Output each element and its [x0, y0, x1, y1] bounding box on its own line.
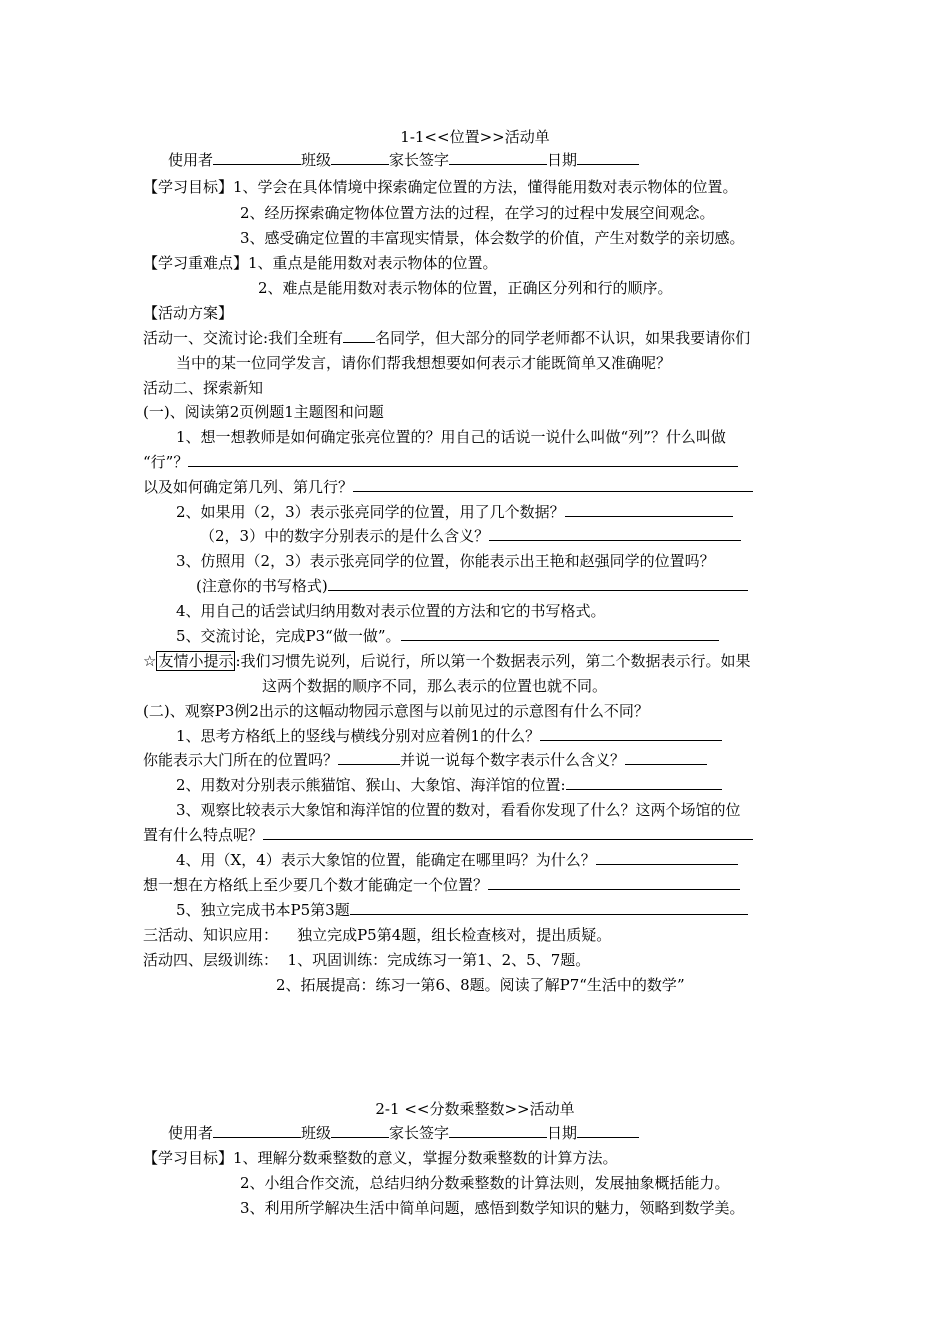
r3-line2: [143, 825, 753, 845]
q2-line1-text: 2、如果用（2，3）表示张亮同学的位置，用了几个数据？: [176, 503, 565, 521]
section-2: (二)、观察P3例2出示的这幅动物园示意图与以前见过的示意图有什么不同？: [143, 702, 649, 720]
q2b-answer-blank[interactable]: [489, 526, 741, 541]
class-blank[interactable]: [331, 150, 389, 165]
q2-line1: [176, 502, 733, 522]
r4-answer-blank[interactable]: [596, 850, 738, 865]
doc1-goal-2: 2、经历探索确定物体位置方法的过程，在学习的过程中发展空间观念。: [240, 204, 715, 222]
class-label: 班级: [301, 1124, 332, 1142]
q1-line2: [143, 452, 738, 472]
q3-line2: [196, 576, 748, 596]
parent-blank[interactable]: [449, 1123, 547, 1138]
r1b-pre: 你能表示大门所在的位置吗？: [143, 751, 339, 769]
doc2-title: 2-1 <<分数乘整数>>活动单: [375, 1100, 575, 1118]
q1-line2-text: “行”？: [143, 453, 189, 471]
r2-text: 2、用数对分别表示熊猫馆、猴山、大象馆、海洋馆的位置:: [176, 776, 566, 794]
q5: [176, 626, 719, 646]
date-label: 日期: [547, 151, 578, 169]
r1: [176, 726, 722, 746]
r3-line1: 3、观察比较表示大象馆和海洋馆的位置的数对，看看你发现了什么？这两个场馆的位: [176, 801, 741, 819]
user-blank[interactable]: [213, 150, 301, 165]
r4-line2-text: 想一想在方格纸上至少要几个数才能确定一个位置？: [143, 876, 489, 894]
r4-line2: [143, 875, 740, 895]
doc1-goal-3: 3、感受确定位置的丰富现实情景，体会数学的价值，产生对数学的亲切感。: [240, 229, 745, 247]
activity-4-line2: 2、拓展提高：练习一第6、8题。阅读了解P7“生活中的数学”: [276, 976, 685, 994]
doc1-keypoint-2: 2、难点是能用数对表示物体的位置，正确区分列和行的顺序。: [258, 279, 673, 297]
doc1-title: 1-1<<位置>>活动单: [400, 128, 550, 146]
activity-1-pre: 活动一、交流讨论:我们全班有: [143, 329, 344, 347]
r5: [176, 900, 748, 920]
r1-text: 1、思考方格纸上的竖线与横线分别对应着例1的什么？: [176, 727, 541, 745]
activity-1-post: 名同学，但大部分的同学老师都不认识，如果我要请你们: [375, 329, 751, 347]
r1-answer-blank[interactable]: [540, 726, 722, 741]
tip-line2: 这两个数据的顺序不同，那么表示的位置也就不同。: [262, 677, 608, 695]
r4-line1: [176, 850, 738, 870]
r4-line1-text: 4、用（X，4）表示大象馆的位置，能确定在哪里吗？为什么？: [176, 851, 596, 869]
tip: [143, 651, 751, 671]
parent-label: 家长签字: [389, 151, 450, 169]
date-blank[interactable]: [577, 150, 639, 165]
r2-answer-blank[interactable]: [566, 775, 722, 790]
class-label: 班级: [301, 151, 332, 169]
r1b: [143, 750, 707, 770]
activity-1: [143, 328, 750, 348]
doc1-keypoint-1: 【学习重难点】1、重点是能用数对表示物体的位置。: [143, 254, 498, 272]
activity-1-line2: 当中的某一位同学发言，请你们帮我想想要如何表示才能既简单又准确呢？: [176, 354, 672, 372]
q2-answer-blank[interactable]: [565, 502, 733, 517]
doc2-goal-3: 3、利用所学解决生活中简单问题，感悟到数学知识的魅力，领略到数学美。: [240, 1199, 745, 1217]
doc1-header: [168, 150, 639, 170]
q1c-answer-blank[interactable]: [353, 477, 753, 492]
plan-heading: 【活动方案】: [143, 304, 234, 322]
activity-3: 三活动、知识应用： 独立完成P5第4题，组长检查核对，提出质疑。: [143, 926, 612, 944]
q1-line3-text: 以及如何确定第几列、第几行？: [143, 478, 354, 496]
q1-answer-blank[interactable]: [188, 452, 738, 467]
doc2-goal-2: 2、小组合作交流，总结归纳分数乘整数的计算法则，发展抽象概括能力。: [240, 1174, 730, 1192]
activity-4: 活动四、层级训练： 1、巩固训练：完成练习一第1、2、5、7题。: [143, 951, 591, 969]
q5-text: 5、交流讨论，完成P3“做一做”。: [176, 627, 401, 645]
r3-line2-text: 置有什么特点呢？: [143, 826, 264, 844]
class-blank[interactable]: [331, 1123, 389, 1138]
r2: [176, 775, 722, 795]
class-size-blank[interactable]: [343, 328, 375, 343]
user-label: 使用者: [168, 151, 214, 169]
q1-line1: 1、想一想教师是如何确定张亮位置的？用自己的话说一说什么叫做“列”？什么叫做: [176, 428, 726, 446]
r4b-answer-blank[interactable]: [488, 875, 740, 890]
tip-label: 友情小提示: [158, 652, 234, 670]
parent-blank[interactable]: [449, 150, 547, 165]
r5-text: 5、独立完成书本P5第3题: [176, 901, 350, 919]
q1-line3: [143, 477, 753, 497]
doc1-goal-1: 【学习目标】1、学会在具体情境中探索确定位置的方法，懂得能用数对表示物体的位置。: [143, 178, 738, 196]
date-blank[interactable]: [577, 1123, 639, 1138]
section-1: (一)、阅读第2页例题1主题图和问题: [143, 403, 384, 421]
star-icon: ☆: [143, 652, 157, 670]
doc2-goal-1: 【学习目标】1、理解分数乘整数的意义，掌握分数乘整数的计算方法。: [143, 1149, 618, 1167]
q3-answer-blank[interactable]: [328, 576, 748, 591]
r1b-post: 并说一说每个数字表示什么含义？: [400, 751, 626, 769]
gate-position-blank[interactable]: [338, 750, 400, 765]
q3-line1: 3、仿照用（2，3）表示张亮同学的位置，你能表示出王艳和赵强同学的位置吗？: [176, 552, 715, 570]
doc2-header: [168, 1123, 639, 1143]
activity-2: 活动二、探索新知: [143, 379, 264, 397]
q2-line2: [200, 526, 741, 546]
parent-label: 家长签字: [389, 1124, 450, 1142]
date-label: 日期: [547, 1124, 578, 1142]
q5-answer-blank[interactable]: [401, 626, 719, 641]
r1b-answer-blank[interactable]: [625, 750, 707, 765]
q2-line2-text: （2，3）中的数字分别表示的是什么含义？: [200, 527, 490, 545]
user-blank[interactable]: [213, 1123, 301, 1138]
user-label: 使用者: [168, 1124, 214, 1142]
q4: 4、用自己的话尝试归纳用数对表示位置的方法和它的书写格式。: [176, 602, 606, 620]
r5-answer-blank[interactable]: [350, 900, 748, 915]
tip-text: :我们习惯先说列，后说行，所以第一个数据表示列，第二个数据表示行。如果: [235, 652, 751, 670]
q3-line2-text: (注意你的书写格式): [196, 577, 328, 595]
r3-answer-blank[interactable]: [263, 825, 753, 840]
